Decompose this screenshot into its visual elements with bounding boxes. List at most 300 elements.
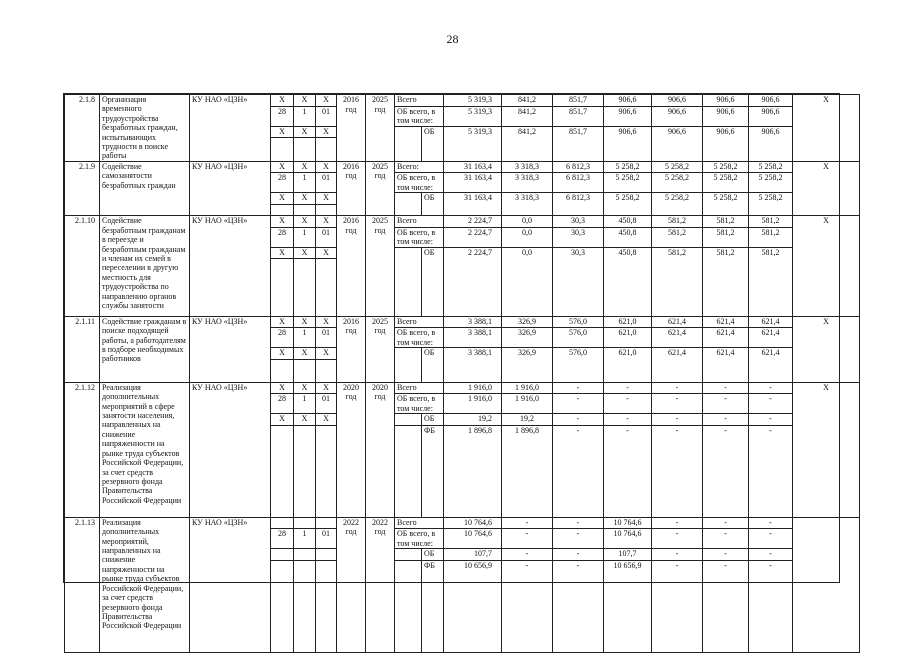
start-year-value: 2016 — [343, 95, 359, 104]
item-number: 2.1.12 — [65, 382, 100, 517]
amount-cell: 906,6 — [652, 126, 703, 161]
funding-source-label: ОБ всего, в том числе: — [395, 328, 444, 348]
funding-source-label: Всего — [395, 316, 444, 328]
amount-cell: 621,0 — [604, 348, 652, 383]
budget-code-cell: X — [271, 247, 294, 259]
amount-cell: 10 764,6 — [604, 517, 652, 529]
amount-cell: - — [749, 425, 793, 517]
amount-cell: 621,4 — [652, 328, 703, 348]
amount-cell: 3 318,3 — [502, 193, 553, 216]
item-number: 2.1.13 — [65, 517, 100, 652]
start-year-value: 2016 — [343, 316, 359, 326]
amount-cell: 621,0 — [604, 316, 652, 328]
budget-code-cell — [271, 549, 294, 561]
budget-code-cell: 1 — [294, 106, 316, 126]
amount-cell: 19,2 — [444, 414, 502, 426]
amount-cell: 851,7 — [553, 95, 604, 107]
amount-cell: 581,2 — [652, 227, 703, 247]
amount-cell: - — [703, 414, 749, 426]
funding-source-indent — [395, 414, 422, 426]
amount-cell: - — [749, 560, 793, 652]
amount-cell: 621,4 — [749, 328, 793, 348]
amount-cell: 621,4 — [703, 328, 749, 348]
end-year-value: 2025 — [372, 316, 388, 326]
budget-code-cell-empty — [294, 138, 316, 161]
budget-code-cell: X — [271, 382, 294, 394]
budget-code-cell: X — [294, 348, 316, 360]
amount-cell: 581,2 — [652, 216, 703, 228]
amount-cell: - — [604, 382, 652, 394]
funding-source-indent — [395, 247, 422, 316]
start-year-unit: год — [345, 326, 357, 336]
amount-cell: - — [703, 382, 749, 394]
program-table — [64, 94, 860, 653]
start-year — [337, 382, 366, 517]
result-mark: X — [793, 95, 860, 162]
amount-cell: 6 812,3 — [553, 173, 604, 193]
amount-cell: 10 656,9 — [444, 560, 502, 652]
amount-cell: 576,0 — [553, 348, 604, 383]
budget-code-cell-empty — [294, 259, 316, 317]
amount-cell: 581,2 — [652, 247, 703, 316]
amount-cell: - — [553, 517, 604, 529]
start-year — [337, 517, 366, 652]
amount-cell: 1 896,8 — [502, 425, 553, 517]
funding-source-label: ОБ — [422, 126, 444, 161]
amount-cell: 326,9 — [502, 348, 553, 383]
amount-cell: 6 812,3 — [553, 193, 604, 216]
amount-cell: - — [749, 549, 793, 561]
budget-code-cell: 1 — [294, 328, 316, 348]
amount-cell: 841,2 — [502, 126, 553, 161]
funding-source-indent — [395, 348, 422, 383]
budget-code-cell: 1 — [294, 394, 316, 414]
amount-cell: 906,6 — [749, 95, 793, 107]
amount-cell: 5 258,2 — [652, 193, 703, 216]
amount-cell: 841,2 — [502, 106, 553, 126]
budget-code-cell-empty — [271, 259, 294, 317]
amount-cell: 5 319,3 — [444, 106, 502, 126]
budget-code-cell-empty — [316, 204, 337, 216]
amount-cell: 1 916,0 — [444, 394, 502, 414]
amount-cell: 906,6 — [652, 95, 703, 107]
budget-code-cell: 01 — [316, 106, 337, 126]
start-year — [337, 95, 366, 162]
amount-cell: 851,7 — [553, 106, 604, 126]
funding-source-label: Всего — [395, 216, 444, 228]
budget-code-cell: X — [271, 216, 294, 228]
budget-code-cell: X — [271, 316, 294, 328]
amount-cell: - — [652, 382, 703, 394]
funding-source-indent — [395, 126, 422, 161]
amount-cell: 581,2 — [749, 216, 793, 228]
budget-code-cell — [316, 549, 337, 561]
amount-cell: 3 388,1 — [444, 348, 502, 383]
amount-cell: 621,4 — [749, 348, 793, 383]
amount-cell: 3 388,1 — [444, 328, 502, 348]
amount-cell: - — [553, 549, 604, 561]
amount-cell: 576,0 — [553, 316, 604, 328]
budget-code-cell: 28 — [271, 394, 294, 414]
amount-cell: 6 812,3 — [553, 161, 604, 173]
amount-cell: 841,2 — [502, 95, 553, 107]
page-number: 28 — [446, 32, 459, 46]
budget-code-cell: 1 — [294, 227, 316, 247]
amount-cell: - — [652, 517, 703, 529]
amount-cell: - — [749, 382, 793, 394]
amount-cell: 581,2 — [749, 247, 793, 316]
amount-cell: 10 764,6 — [604, 529, 652, 549]
table-row — [65, 161, 860, 173]
item-executor: КУ НАО «ЦЗН» — [190, 316, 271, 382]
start-year-value: 2016 — [343, 216, 359, 226]
amount-cell: - — [652, 549, 703, 561]
table-row — [65, 316, 860, 328]
funding-source-indent — [395, 193, 422, 216]
budget-code-cell-empty — [271, 359, 294, 382]
amount-cell: 5 258,2 — [604, 161, 652, 173]
budget-code-cell: 1 — [294, 529, 316, 549]
funding-source-label: ОБ — [422, 414, 444, 426]
start-year-value: 2016 — [343, 161, 359, 171]
amount-cell: - — [502, 529, 553, 549]
amount-cell: 5 319,3 — [444, 95, 502, 107]
budget-code-cell-empty — [316, 138, 337, 161]
amount-cell: - — [553, 394, 604, 414]
end-year-unit: год — [374, 527, 386, 537]
amount-cell: 906,6 — [703, 95, 749, 107]
amount-cell: 326,9 — [502, 316, 553, 328]
amount-cell: 5 258,2 — [652, 161, 703, 173]
amount-cell: - — [703, 425, 749, 517]
amount-cell: 5 258,2 — [604, 173, 652, 193]
amount-cell: - — [749, 394, 793, 414]
amount-cell: 581,2 — [703, 247, 749, 316]
amount-cell: 31 163,4 — [444, 173, 502, 193]
budget-code-cell: X — [316, 414, 337, 426]
end-year-unit: год — [374, 326, 386, 336]
amount-cell: - — [502, 560, 553, 652]
item-number: 2.1.11 — [65, 316, 100, 382]
end-year — [366, 517, 395, 652]
amount-cell: 851,7 — [553, 126, 604, 161]
budget-code-cell: 28 — [271, 328, 294, 348]
amount-cell: 107,7 — [444, 549, 502, 561]
budget-code-cell-empty — [316, 425, 337, 517]
start-year-unit: год — [345, 392, 357, 402]
end-year-unit: год — [374, 225, 386, 235]
amount-cell: 5 258,2 — [703, 193, 749, 216]
amount-cell: 5 258,2 — [749, 173, 793, 193]
budget-code-cell-empty — [271, 425, 294, 517]
amount-cell: - — [652, 529, 703, 549]
budget-code-cell-empty — [316, 359, 337, 382]
amount-cell: - — [703, 394, 749, 414]
amount-cell: 1 896,8 — [444, 425, 502, 517]
amount-cell: 2 224,7 — [444, 247, 502, 316]
amount-cell: 10 764,6 — [444, 517, 502, 529]
end-year-value: 2022 — [372, 517, 388, 527]
amount-cell: - — [502, 517, 553, 529]
amount-cell: 5 258,2 — [604, 193, 652, 216]
item-name: Содействие безработным гражданам в переезде и безработным гражданам и членам их семей в переселении в другую местность для трудоустройства по направлению органов службы занятости — [100, 216, 190, 317]
amount-cell: 31 163,4 — [444, 161, 502, 173]
amount-cell: 581,2 — [749, 227, 793, 247]
start-year-unit: год — [345, 527, 357, 537]
item-name: Реализация дополнительных мероприятий, направленных на снижение напряженности на рынке труда субъектов Российской Федерации, за счет средств резервного фонда Правительства Российской Федерации — [100, 517, 190, 652]
budget-code-cell-empty — [294, 204, 316, 216]
item-name: Реализация дополнительных мероприятий в сфере занятости населения, направленных на снижение напряженности на рынке труда субъектов Российской Федерации, за счет средств резервного фонда Правительства Российской Федерации — [100, 382, 190, 517]
amount-cell: - — [703, 517, 749, 529]
amount-cell: - — [502, 549, 553, 561]
amount-cell: - — [553, 382, 604, 394]
amount-cell: 621,4 — [703, 316, 749, 328]
amount-cell: - — [604, 414, 652, 426]
funding-source-label: ОБ — [422, 549, 444, 561]
budget-code-cell: 01 — [316, 227, 337, 247]
budget-code-cell-empty — [271, 204, 294, 216]
budget-code-cell: 28 — [271, 529, 294, 549]
table-row — [65, 382, 860, 394]
item-name: Содействие гражданам в поиске подходящей работы, а работодателям в подборе необходимых работников — [100, 316, 190, 382]
amount-cell: 10 764,6 — [444, 529, 502, 549]
start-year-value: 2020 — [343, 382, 359, 392]
budget-code-cell: X — [271, 126, 294, 138]
amount-cell: 450,8 — [604, 227, 652, 247]
amount-cell: - — [553, 529, 604, 549]
start-year — [337, 316, 366, 382]
amount-cell: 5 258,2 — [749, 161, 793, 173]
amount-cell: - — [553, 425, 604, 517]
end-year-value: 2025 — [372, 95, 388, 104]
end-year — [366, 382, 395, 517]
funding-source-label: Всего — [395, 95, 444, 107]
amount-cell: - — [652, 394, 703, 414]
amount-cell: 576,0 — [553, 328, 604, 348]
result-mark: X — [793, 316, 860, 382]
budget-code-cell: 28 — [271, 106, 294, 126]
amount-cell: 3 318,3 — [502, 173, 553, 193]
budget-code-cell: X — [316, 348, 337, 360]
budget-code-cell: X — [294, 193, 316, 205]
item-name: Содействие самозанятости безработных граждан — [100, 161, 190, 216]
amount-cell: 2 224,7 — [444, 216, 502, 228]
amount-cell: - — [652, 425, 703, 517]
end-year-value: 2020 — [372, 382, 388, 392]
amount-cell: 30,3 — [553, 247, 604, 316]
amount-cell: 31 163,4 — [444, 193, 502, 216]
budget-code-cell-empty — [271, 560, 294, 652]
funding-source-label: ОБ всего, в том числе: — [395, 529, 444, 549]
start-year — [337, 216, 366, 317]
amount-cell: 5 258,2 — [703, 173, 749, 193]
start-year-unit: год — [345, 225, 357, 235]
amount-cell: 0,0 — [502, 227, 553, 247]
amount-cell: - — [553, 560, 604, 652]
amount-cell: 906,6 — [604, 126, 652, 161]
amount-cell: 906,6 — [749, 126, 793, 161]
amount-cell: 450,8 — [604, 247, 652, 316]
item-executor: КУ НАО «ЦЗН» — [190, 382, 271, 517]
budget-code-cell: X — [316, 161, 337, 173]
budget-code-cell: X — [294, 216, 316, 228]
item-executor: КУ НАО «ЦЗН» — [190, 95, 271, 162]
amount-cell: 581,2 — [703, 216, 749, 228]
amount-cell: - — [652, 560, 703, 652]
amount-cell: 581,2 — [703, 227, 749, 247]
item-number: 2.1.9 — [65, 161, 100, 216]
start-year — [337, 161, 366, 216]
funding-source-label: Всего — [395, 382, 444, 394]
amount-cell: 326,9 — [502, 328, 553, 348]
table-row — [65, 95, 860, 107]
amount-cell: 30,3 — [553, 227, 604, 247]
budget-code-cell: X — [271, 414, 294, 426]
budget-code-cell: X — [294, 382, 316, 394]
budget-code-cell-empty — [271, 138, 294, 161]
budget-code-cell — [316, 517, 337, 529]
result-mark: X — [793, 382, 860, 517]
budget-code-cell: X — [316, 247, 337, 259]
budget-code-cell: 01 — [316, 328, 337, 348]
budget-code-cell: 28 — [271, 173, 294, 193]
budget-code-cell: 01 — [316, 394, 337, 414]
amount-cell: 1 916,0 — [502, 382, 553, 394]
amount-cell: 5 258,2 — [652, 173, 703, 193]
funding-source-label: ОБ всего, в том числе: — [395, 227, 444, 247]
amount-cell: 5 319,3 — [444, 126, 502, 161]
budget-code-cell-empty — [316, 560, 337, 652]
amount-cell: - — [703, 560, 749, 652]
amount-cell: 2 224,7 — [444, 227, 502, 247]
amount-cell: 621,4 — [749, 316, 793, 328]
amount-cell: 0,0 — [502, 216, 553, 228]
budget-code-cell: X — [316, 193, 337, 205]
amount-cell: 906,6 — [749, 106, 793, 126]
amount-cell: 906,6 — [604, 106, 652, 126]
amount-cell: 19,2 — [502, 414, 553, 426]
start-year-value: 2022 — [343, 517, 359, 527]
result-mark: X — [793, 161, 860, 216]
end-year-unit: год — [374, 104, 386, 114]
table-row — [65, 216, 860, 228]
end-year — [366, 95, 395, 162]
budget-code-cell: X — [294, 316, 316, 328]
budget-code-cell: X — [271, 161, 294, 173]
budget-code-cell-empty — [294, 560, 316, 652]
budget-code-cell-empty — [294, 359, 316, 382]
budget-code-cell: 01 — [316, 529, 337, 549]
budget-code-cell: 01 — [316, 173, 337, 193]
item-number: 2.1.8 — [65, 95, 100, 162]
result-mark: X — [793, 216, 860, 317]
amount-cell: - — [604, 394, 652, 414]
amount-cell: 5 258,2 — [749, 193, 793, 216]
budget-code-cell: X — [271, 95, 294, 107]
funding-source-label: ОБ всего, в том числе: — [395, 106, 444, 126]
budget-code-cell: X — [316, 216, 337, 228]
table-row — [65, 517, 860, 529]
amount-cell: - — [652, 414, 703, 426]
funding-source-label: ФБ — [422, 560, 444, 652]
amount-cell: - — [553, 414, 604, 426]
amount-cell: 1 916,0 — [502, 394, 553, 414]
end-year — [366, 161, 395, 216]
budget-code-cell-empty — [294, 425, 316, 517]
start-year-unit: год — [345, 171, 357, 181]
amount-cell: 10 656,9 — [604, 560, 652, 652]
funding-source-label: ОБ — [422, 193, 444, 216]
amount-cell: 621,0 — [604, 328, 652, 348]
funding-source-indent — [395, 549, 422, 561]
budget-code-cell: X — [271, 193, 294, 205]
end-year — [366, 216, 395, 317]
funding-source-label: ОБ — [422, 247, 444, 316]
budget-code-cell: X — [294, 414, 316, 426]
budget-code-cell-empty — [316, 259, 337, 317]
item-executor: КУ НАО «ЦЗН» — [190, 517, 271, 652]
funding-source-label: ФБ — [422, 425, 444, 517]
amount-cell: 906,6 — [652, 106, 703, 126]
amount-cell: 30,3 — [553, 216, 604, 228]
amount-cell: 1 916,0 — [444, 382, 502, 394]
funding-source-label: Всего — [395, 517, 444, 529]
amount-cell: 906,6 — [703, 106, 749, 126]
funding-source-label: ОБ — [422, 348, 444, 383]
budget-code-cell: X — [294, 161, 316, 173]
funding-source-label: ОБ всего, в том числе: — [395, 173, 444, 193]
amount-cell: 621,4 — [703, 348, 749, 383]
budget-code-cell: X — [316, 382, 337, 394]
item-executor: КУ НАО «ЦЗН» — [190, 161, 271, 216]
budget-code-cell — [294, 549, 316, 561]
budget-code-cell: X — [316, 126, 337, 138]
amount-cell: 906,6 — [604, 95, 652, 107]
result-mark — [793, 517, 860, 652]
item-number: 2.1.10 — [65, 216, 100, 317]
item-name: Организация временного трудоустройства безработных граждан, испытывающих трудности в поиске работы — [100, 95, 190, 162]
end-year-unit: год — [374, 392, 386, 402]
budget-code-cell: 1 — [294, 173, 316, 193]
funding-source-label: Всего: — [395, 161, 444, 173]
end-year-value: 2025 — [372, 161, 388, 171]
amount-cell: - — [703, 549, 749, 561]
amount-cell: 450,8 — [604, 216, 652, 228]
budget-code-cell: X — [294, 126, 316, 138]
budget-code-cell: X — [294, 247, 316, 259]
end-year-unit: год — [374, 171, 386, 181]
amount-cell: 5 258,2 — [703, 161, 749, 173]
amount-cell: - — [749, 414, 793, 426]
budget-code-cell — [294, 517, 316, 529]
funding-source-indent — [395, 560, 422, 652]
program-table-frame — [63, 93, 840, 631]
funding-source-indent — [395, 425, 422, 517]
amount-cell: - — [604, 425, 652, 517]
budget-code-cell: X — [294, 95, 316, 107]
amount-cell: 906,6 — [703, 126, 749, 161]
funding-source-label: ОБ всего, в том числе: — [395, 394, 444, 414]
amount-cell: - — [749, 529, 793, 549]
budget-code-cell: X — [316, 316, 337, 328]
budget-code-cell: X — [316, 95, 337, 107]
budget-code-cell — [271, 517, 294, 529]
amount-cell: 0,0 — [502, 247, 553, 316]
amount-cell: - — [703, 529, 749, 549]
amount-cell: 3 388,1 — [444, 316, 502, 328]
end-year-value: 2025 — [372, 216, 388, 226]
amount-cell: 107,7 — [604, 549, 652, 561]
